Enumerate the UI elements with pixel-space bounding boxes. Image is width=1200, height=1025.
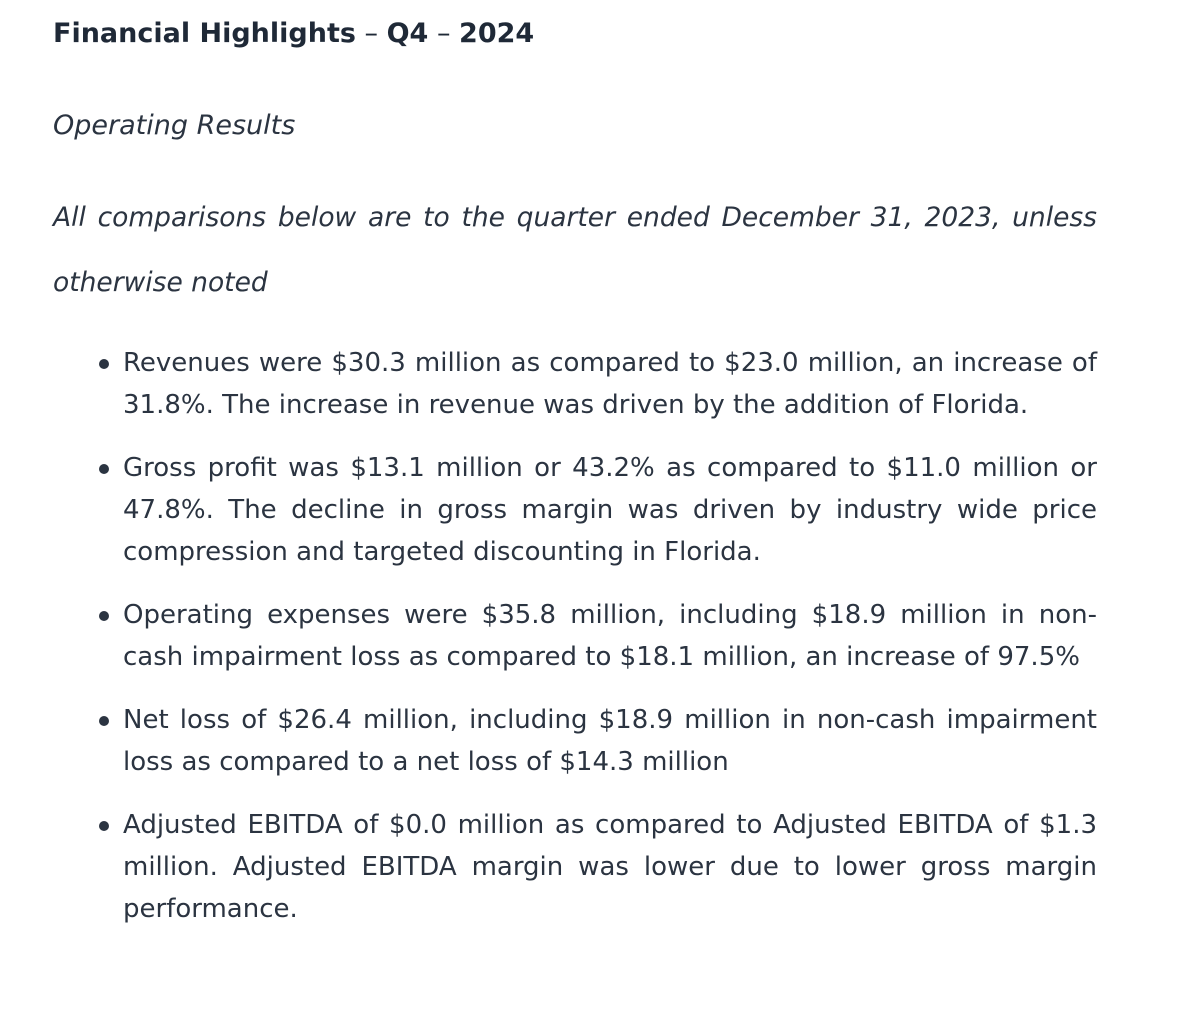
list-item (53, 342, 1097, 426)
list-item (53, 699, 1097, 783)
list-item (53, 804, 1097, 930)
section-heading: Operating Results (53, 110, 296, 141)
title-separator: – (355, 18, 387, 49)
title-separator: – (428, 18, 460, 49)
page-title (53, 14, 534, 54)
list-item-text: Revenues were $30.3 million as compared to $23.0 million, an increase of 31.8%. The increase in revenue was driven by the addition of Florida. (123, 348, 1097, 420)
list-item-text: Gross profit was $13.1 million or 43.2% as compared to $11.0 million or 47.8%. The decline in gross margin was driven by industry wide price compression and targeted discounting in Florida. (123, 453, 1097, 567)
highlights-list (53, 342, 1097, 951)
list-item-text: Adjusted EBITDA of $0.0 million as compared to Adjusted EBITDA of $1.3 million. Adjusted EBITDA margin was lower due to lower gross margin performance. (123, 810, 1097, 924)
list-item-text: Net loss of $26.4 million, including $18.9 million in non-cash impairment loss as compared to a net loss of $14.3 million (123, 705, 1097, 777)
title-quarter: Q4 (386, 18, 429, 49)
bullet-icon (99, 464, 109, 474)
title-year: 2024 (459, 18, 535, 49)
list-item-text: Operating expenses were $35.8 million, including $18.9 million in non-cash impairment loss as compared to $18.1 million, an increase of 97.5% (123, 600, 1097, 672)
bullet-icon (99, 821, 109, 831)
bullet-icon (99, 716, 109, 726)
list-item (53, 594, 1097, 678)
section-intro: All comparisons below are to the quarter ended December 31, 2023, unless otherwise noted (53, 202, 1097, 298)
bullet-icon (99, 611, 109, 621)
title-main: Financial Highlights (53, 18, 356, 49)
bullet-icon (99, 359, 109, 369)
list-item (53, 447, 1097, 573)
